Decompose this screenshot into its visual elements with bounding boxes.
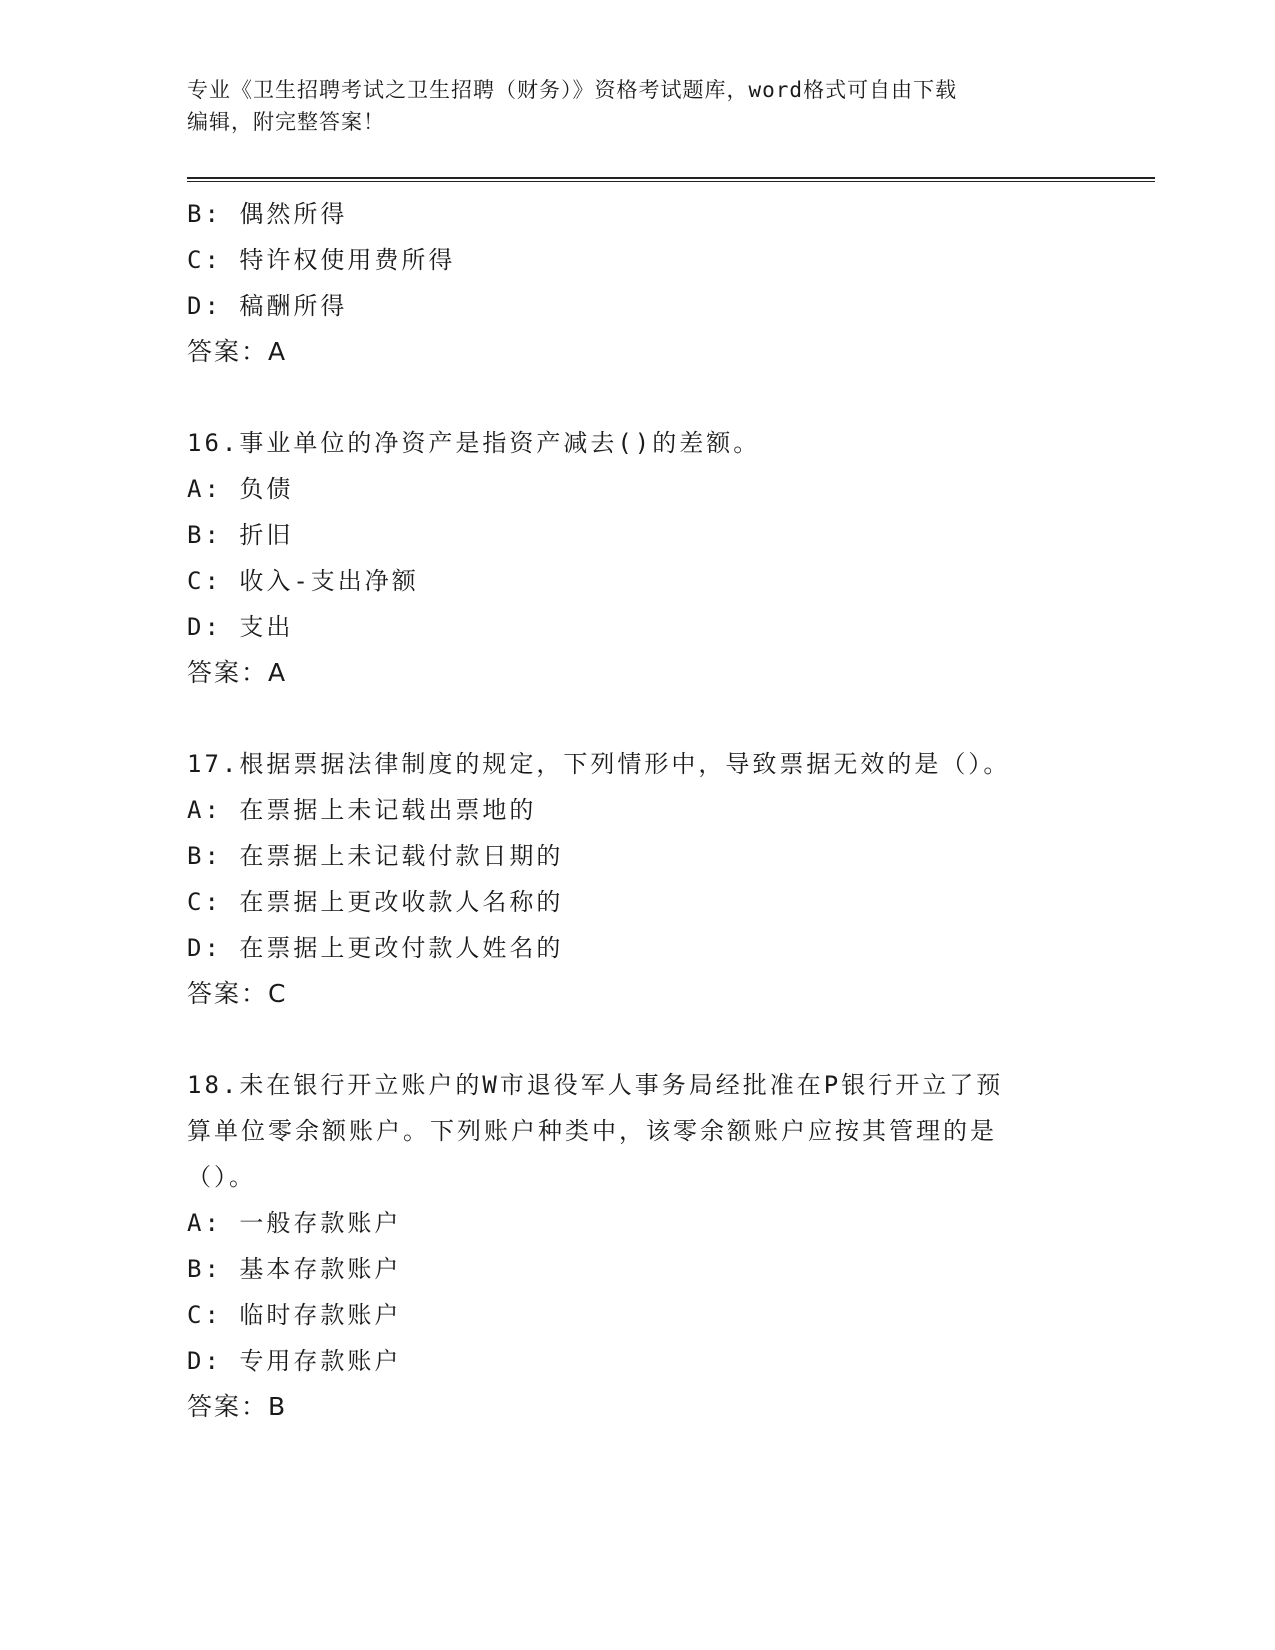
header-divider [187,177,1155,182]
option-b: B: 偶然所得 [187,200,348,228]
answer: 答案：B [187,1392,288,1421]
option-c: C: 在票据上更改收款人名称的 [187,888,564,916]
answer: 答案：A [187,658,288,687]
option-d: D: 稿酬所得 [187,292,348,320]
option-d: D: 支出 [187,613,294,641]
option-b: B: 折旧 [187,521,294,549]
answer: 答案：A [187,337,288,366]
option-c: C: 特许权使用费所得 [187,246,456,274]
option-b: B: 基本存款账户 [187,1255,402,1283]
question-stem: 17.根据票据法律制度的规定，下列情形中，导致票据无效的是（）。 [187,750,1011,778]
question-stem-line-1: 18.未在银行开立账户的W市退役军人事务局经批准在P银行开立了预 [187,1071,1004,1099]
question-15-continued [187,191,1087,375]
question-stem-line-3: （）。 [187,1163,256,1191]
header-line-1: 专业《卫生招聘考试之卫生招聘（财务）》资格考试题库，word格式可自由下载 [187,78,958,102]
header-line-2: 编辑，附完整答案！ [187,110,385,134]
question-list [187,191,1087,1430]
option-c: C: 临时存款账户 [187,1301,402,1329]
answer: 答案：C [187,979,288,1008]
option-a: A: 一般存款账户 [187,1209,402,1237]
question-stem: 16.事业单位的净资产是指资产减去()的差额。 [187,429,761,457]
question-stem-line-2: 算单位零余额账户。下列账户种类中，该零余额账户应按其管理的是 [187,1117,997,1145]
option-b: B: 在票据上未记载付款日期的 [187,842,564,870]
document-header [187,74,1087,138]
question-18 [187,1062,1087,1430]
question-17 [187,741,1087,1017]
option-a: A: 在票据上未记载出票地的 [187,796,537,824]
option-c: C: 收入-支出净额 [187,567,419,595]
option-d: D: 专用存款账户 [187,1347,402,1375]
option-d: D: 在票据上更改付款人姓名的 [187,934,564,962]
question-16 [187,420,1087,696]
option-a: A: 负债 [187,475,294,503]
